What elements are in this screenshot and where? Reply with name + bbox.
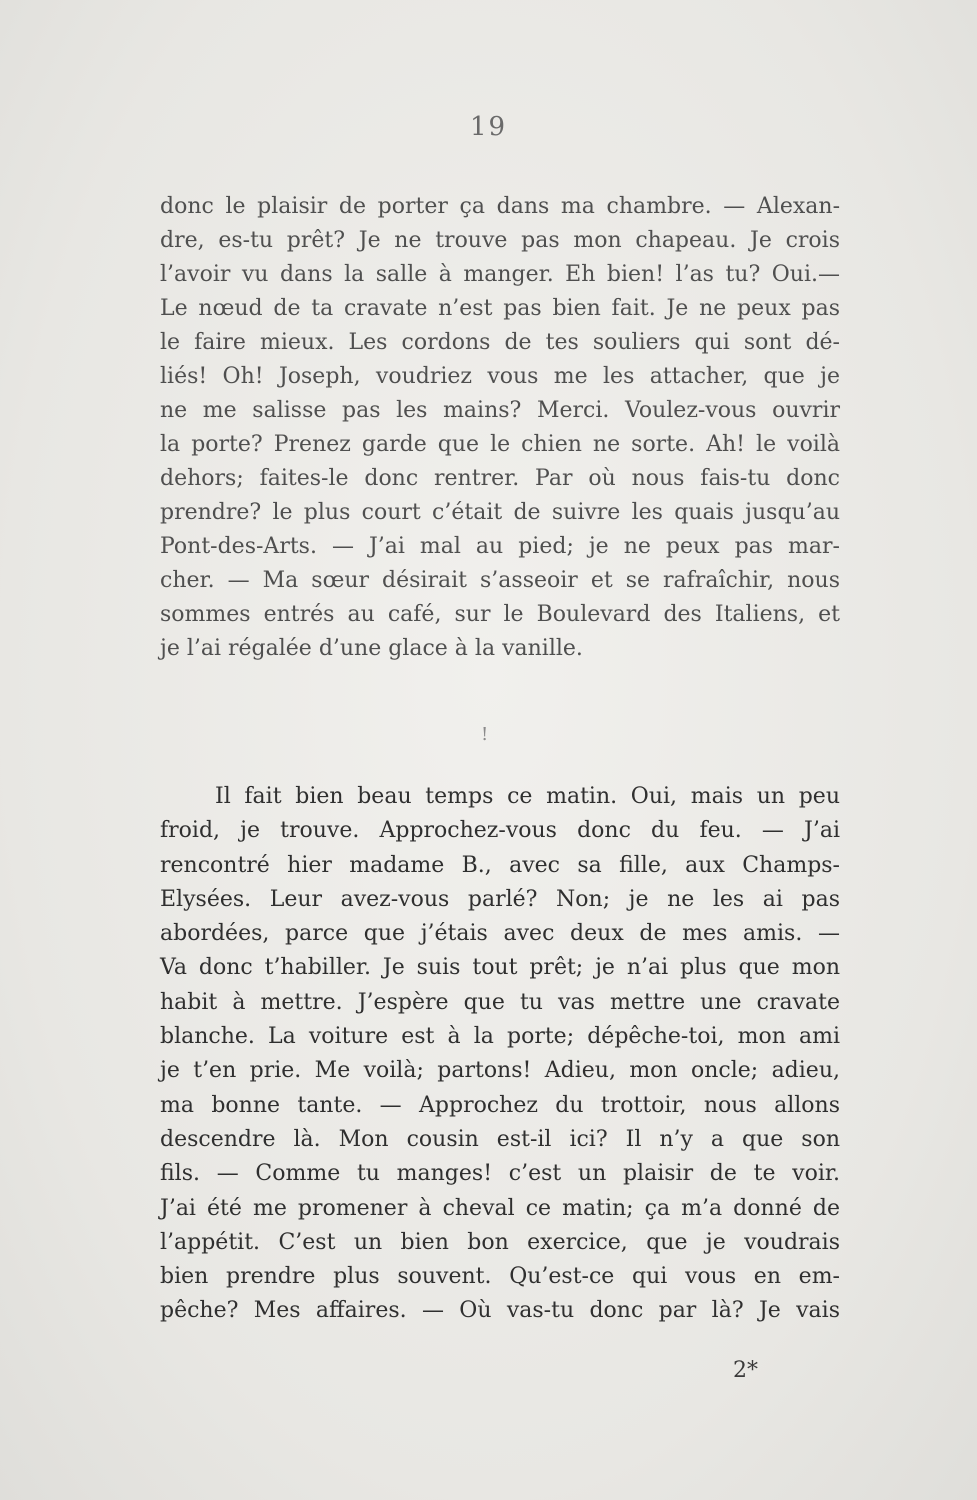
text-line: Va donc t’habiller. Je suis tout prêt; je n’ai plus que mon	[160, 955, 840, 981]
text-line: Le nœud de ta cravate n’est pas bien fait. Je ne peux pas	[160, 296, 840, 321]
text-line: froid, je trouve. Approchez-vous donc du feu. — J’ai	[160, 818, 840, 844]
section-mark: !	[481, 724, 489, 745]
text-line: cher. — Ma sœur désirait s’asseoir et se rafraîchir, nous	[160, 568, 840, 593]
text-line: Pont-des-Arts. — J’ai mal au pied; je ne peux pas mar-	[160, 534, 840, 559]
text-line: sommes entrés au café, sur le Boulevard des Italiens, et	[160, 602, 840, 627]
text-line: dehors; faites-le donc rentrer. Par où nous fais-tu donc	[160, 466, 840, 491]
text-line: rencontré hier madame B., avec sa fille, aux Champs-	[160, 852, 840, 878]
text-line: liés! Oh! Joseph, voudriez vous me les attacher, que je	[160, 364, 840, 389]
paragraph-2	[160, 780, 840, 1329]
text-line: ne me salisse pas les mains? Merci. Voulez-vous ouvrir	[160, 398, 840, 423]
signature-mark: 2*	[733, 1358, 758, 1383]
page-number: 19	[469, 112, 508, 142]
text-line: abordées, parce que j’étais avec deux de mes amis. —	[160, 921, 840, 947]
text-line: je l’ai régalée d’une glace à la vanille.	[160, 636, 583, 661]
text-line: descendre là. Mon cousin est-il ici? Il n’y a que son	[160, 1126, 840, 1152]
text-line: la porte? Prenez garde que le chien ne sorte. Ah! le voilà	[160, 432, 840, 457]
text-line: fils. — Comme tu manges! c’est un plaisir de te voir.	[160, 1161, 840, 1187]
text-line: bien prendre plus souvent. Qu’est-ce qui vous en em-	[160, 1264, 840, 1290]
text-line: l’avoir vu dans la salle à manger. Eh bien! l’as tu? Oui.—	[160, 262, 840, 287]
text-line: prendre? le plus court c’était de suivre les quais jusqu’au	[160, 500, 840, 525]
text-line: je t’en prie. Me voilà; partons! Adieu, mon oncle; adieu,	[160, 1058, 840, 1084]
text-line: Il fait bien beau temps ce matin. Oui, mais un peu	[215, 784, 840, 809]
text-line: donc le plaisir de porter ça dans ma chambre. — Alexan-	[160, 194, 840, 219]
text-line: blanche. La voiture est à la porte; dépêche-toi, mon ami	[160, 1024, 840, 1050]
text-line: Elysées. Leur avez-vous parlé? Non; je ne les ai pas	[160, 886, 840, 912]
text-line: J’ai été me promener à cheval ce matin; ça m’a donné de	[160, 1195, 840, 1221]
text-line: le faire mieux. Les cordons de tes souliers qui sont dé-	[160, 330, 840, 355]
paragraph-1	[160, 190, 840, 666]
text-line: ma bonne tante. — Approchez du trottoir, nous allons	[160, 1092, 840, 1118]
text-line: l’appétit. C’est un bien bon exercice, que je voudrais	[160, 1229, 840, 1255]
text-line: pêche? Mes affaires. — Où vas-tu donc par là? Je vais	[160, 1298, 840, 1324]
text-line: dre, es-tu prêt? Je ne trouve pas mon chapeau. Je crois	[160, 228, 840, 253]
text-line: habit à mettre. J’espère que tu vas mettre une cravate	[160, 989, 840, 1015]
